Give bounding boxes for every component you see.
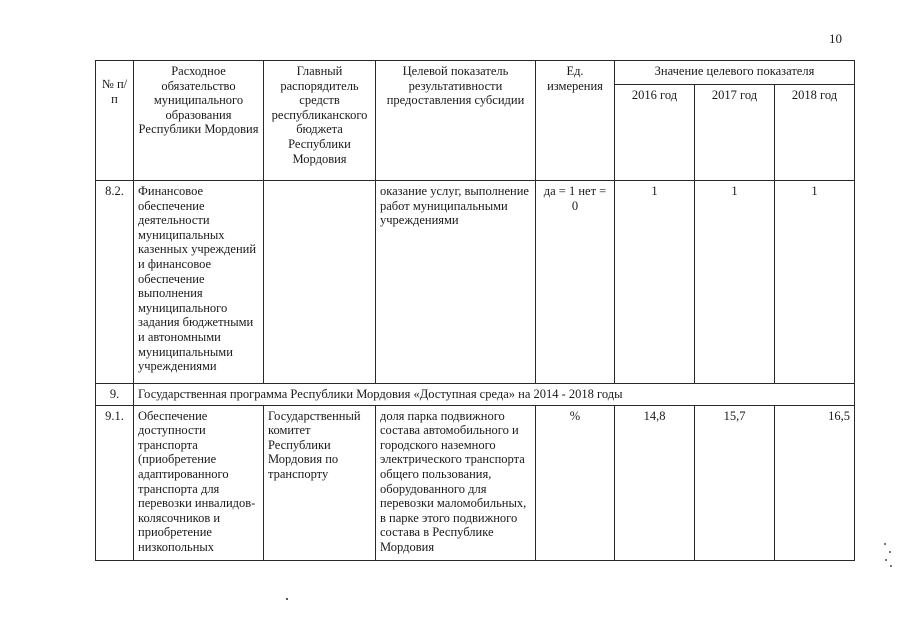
header-indicator: Целевой показатель результативности предоставления субсидии [376, 61, 536, 181]
section-row [96, 384, 855, 406]
row-obligation: Обеспечение доступности транспорта (приобретение адаптированного транспорта для перевозки инвалидов-колясочников и приобретение низкопольных [134, 405, 264, 560]
header-obligation: Расходное обязательство муниципального образования Республики Мордовия [134, 61, 264, 181]
row-num: 8.2. [96, 181, 134, 384]
section-title: Государственная программа Республики Мордовия «Доступная среда» на 2014 - 2018 годы [134, 384, 855, 406]
header-row [96, 61, 855, 85]
row-value-2016: 1 [615, 181, 695, 384]
header-year-2018: 2018 год [775, 85, 855, 181]
indicators-table [95, 60, 855, 561]
row-unit: да = 1 нет = 0 [536, 181, 615, 384]
scan-speck [286, 598, 288, 600]
section-num: 9. [96, 384, 134, 406]
margin-scan-marks [882, 540, 894, 570]
row-administrator: Государственный комитет Республики Мордовия по транспорту [264, 405, 376, 560]
row-value-2018: 16,5 [775, 405, 855, 560]
row-value-2017: 1 [695, 181, 775, 384]
row-indicator: оказание услуг, выполнение работ муниципальными учреждениями [376, 181, 536, 384]
header-year-2016: 2016 год [615, 85, 695, 181]
row-obligation: Финансовое обеспечение деятельности муниципальных казенных учреждений и финансовое обеспечение выполнения муниципального задания бюджетными и автономными муниципальными учреждениями [134, 181, 264, 384]
row-num: 9.1. [96, 405, 134, 560]
table-row [96, 405, 855, 560]
table-row [96, 181, 855, 384]
row-unit: % [536, 405, 615, 560]
header-year-2017: 2017 год [695, 85, 775, 181]
row-administrator [264, 181, 376, 384]
row-value-2017: 15,7 [695, 405, 775, 560]
row-value-2018: 1 [775, 181, 855, 384]
header-unit: Ед. измерения [536, 61, 615, 181]
row-indicator: доля парка подвижного состава автомобильного и городского наземного электрического транспорта общего пользования, оборудованного для перевозки маломобильных, в парке этого подвижного состава в Республике Мордовия [376, 405, 536, 560]
header-num: № п/п [96, 61, 134, 181]
page-number: 10 [829, 31, 842, 46]
header-value-group: Значение целевого показателя [615, 61, 855, 85]
header-administrator: Главный распорядитель средств республиканского бюджета Республики Мордовия [264, 61, 376, 181]
row-value-2016: 14,8 [615, 405, 695, 560]
